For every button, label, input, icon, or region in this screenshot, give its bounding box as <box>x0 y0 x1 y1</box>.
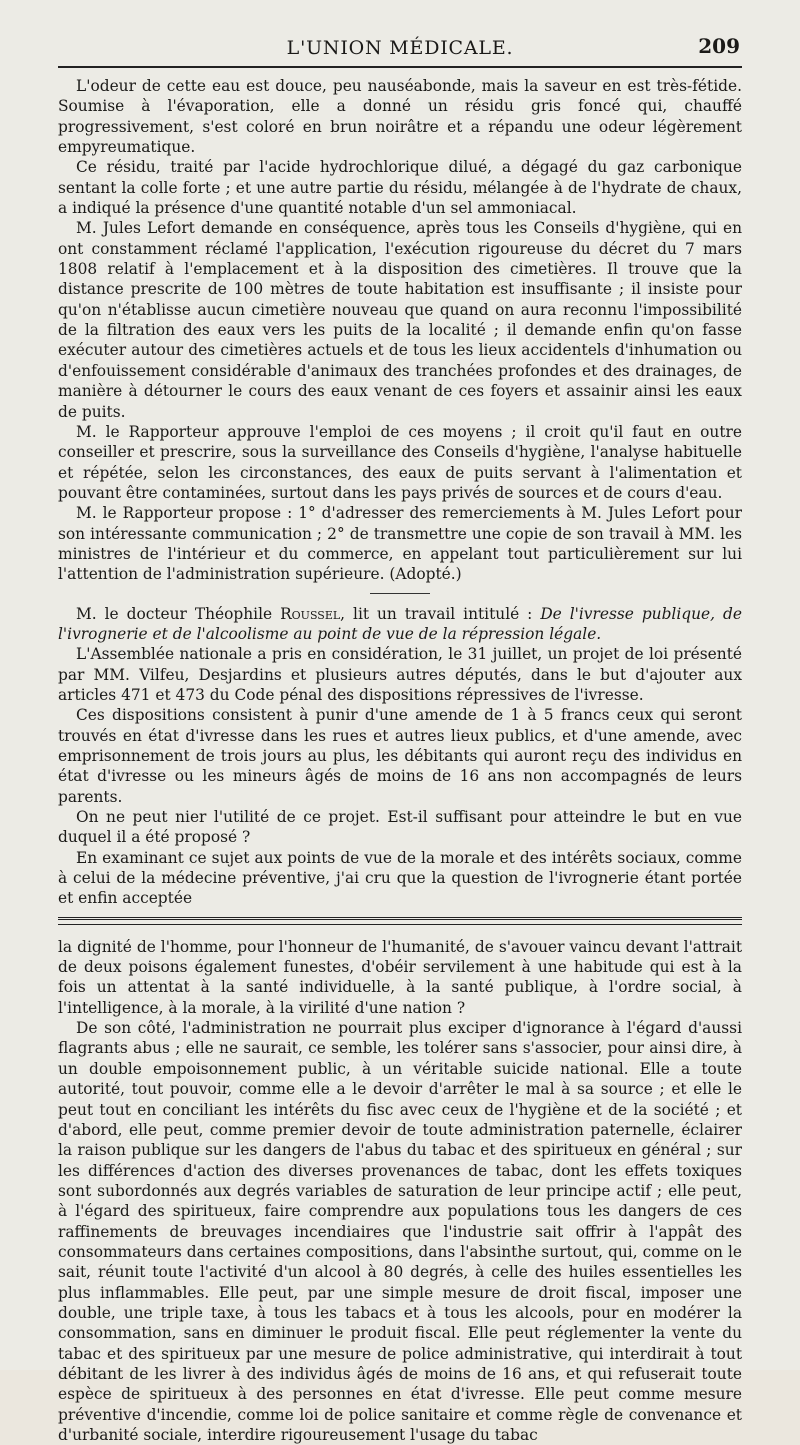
paragraph: On ne peut nier l'utilité de ce projet. Est-il suffisant pour atteindre le but en vue duquel il a été proposé ? <box>58 808 742 847</box>
paragraph: En examinant ce sujet aux points de vue de la morale et des intérêts sociaux, comme à celui de la médecine préventive, j'ai cru que la question de l'ivrognerie étant portée et enfin acceptée <box>58 848 742 908</box>
column-divider-rule <box>58 917 742 925</box>
paragraph-text: le Rapporteur propose : 1° d'adresser des remerciements à M. Jules Lefort pour son intéressante communication ; 2° de transmettre une copie de son travail à MM. les ministres de l'intérieur et du commerce, en appelant tout particulièrement sur lui l'attention de l'administration supérieure. (Adopté.) <box>58 504 742 584</box>
paragraph <box>58 422 742 503</box>
paragraph: Ces dispositions consistent à punir d'une amende de 1 à 5 francs ceux qui seront trouvés en état d'ivresse dans les rues et autres lieux publics, et d'une amende, avec emprisonnement de trois jours au plus, les débitants qui auront reçu des individus en état d'ivresse ou les mineurs âgés de moins de 16 ans non accompagnés de leurs parents. <box>58 706 742 806</box>
paragraph-text: le Rapporteur approuve l'emploi de ces moyens ; il croit qu'il faut en outre conseiller et prescrire, sous la surveillance des Conseils d'hygiène, l'analyse habituelle et répétée, selon les circonstances, des eaux de puits servant à l'alimentation et pouvant être contaminées, surtout dans les pays privés de sources et de cours d'eau. <box>58 422 742 502</box>
paragraph-text: le docteur Théophile <box>104 604 273 623</box>
paragraph: L'odeur de cette eau est douce, peu nauséabonde, mais la saveur en est très-fétide. Soumise à l'évaporation, elle a donné un résidu gris foncé qui, chauffé progressivement, s'est coloré en brun noirâtre et a répandu une odeur légèrement empyreumatique. <box>58 77 742 157</box>
paragraph: Ce résidu, traité par l'acide hydrochlorique dilué, a dégagé du gaz carbonique sentant la colle forte ; et une autre partie du résidu, mélangée à de l'hydrate de chaux, a indiqué la présence d'une quantité notable d'un sel ammoniacal. <box>58 158 742 218</box>
paragraph: L'Assemblée nationale a pris en considération, le 31 juillet, un projet de loi présenté par MM. Vilfeu, Desjardins et plusieurs autres députés, dans le but d'ajouter aux articles 471 et 473 du Code pénal des dispositions répressives de l'ivresse. <box>58 645 742 704</box>
paragraph: De son côté, l'administration ne pourrait plus exciper d'ignorance à l'égard d'aussi flagrants abus ; elle ne saurait, ce semble, les tolérer sans s'associer, pour ainsi dire, à un double empoisonnement public, à un véritable suicide national. Elle a toute autorité, tout pouvoir, comme elle a le devoir d'arrêter le mal à sa source ; et elle le peut tout en conciliant les intérêts du fisc avec ceux de l'hygiène et de la société ; et d'abord, elle peut, comme premier devoir de toute administration paternelle, éclairer la raison publique sur les dangers de l'abus du tabac et des spiritueux en général ; sur les différences d'action des diverses provenances de tabac, dont les effets toxiques sont subordonnés aux degrés variables de saturation de leur principe actif ; elle peut, à l'égard des spiritueux, faire comprendre aux populations tous les dangers de ces raffinements de breuvages incendiaires que l'industrie sait offrir à l'appât des consommateurs dans certaines compositions, dans l'absinthe surtout, qui, comme on le sait, réunit toute l'activité d'un alcool à 80 degrés, à celle des huiles essentielles les plus inflammables. Elle peut, par une simple mesure de droit fiscal, imposer une double, une triple taxe, à tous les tabacs et à tous les alcools, pour en modérer la consommation, sans en diminuer le produit fiscal. Elle peut réglementer la vente du tabac et des spiritueux par une mesure de police administrative, qui interdirait à tout débitant de les livrer à des individus âgés de moins de 16 ans, et qui refuserait toute espèce de spiritueux à des personnes en état d'ivresse. Elle peut comme mesure préventive d'incendie, comme loi de police sanitaire et comme règle de convenance et d'urbanité sociale, interdire rigoureusement l'usage du tabac <box>58 1019 742 1444</box>
running-header <box>58 30 742 64</box>
paragraph <box>58 503 742 584</box>
section-separator <box>370 593 430 594</box>
speaker-prefix: M. <box>76 219 97 238</box>
journal-title: L'UNION MÉDICALE. <box>286 37 514 59</box>
paragraph <box>58 218 742 421</box>
paragraph: la dignité de l'homme, pour l'honneur de l'humanité, de s'avouer vaincu devant l'attrait de deux poisons également funestes, d'obéir servilement à une habitude qui est à la fois un attentat à la santé individuelle, à la santé publique, à l'ordre social, à l'intelligence, à la morale, à la virilité d'une nation ? <box>58 937 742 1017</box>
paragraph-text: , lit un travail intitulé : <box>340 604 533 623</box>
speaker-prefix: M. <box>76 422 97 441</box>
work-title: De l'ivresse publique, de l'ivrognerie et de l'alcoolisme au point de vue de la répression légale. <box>58 604 742 643</box>
paragraph <box>58 604 742 645</box>
author-name: Roussel <box>280 604 341 623</box>
paragraph-text: Jules Lefort demande en conséquence, après tous les Conseils d'hygiène, qui en ont constamment réclamé l'application, l'exécution rigoureuse du décret du 7 mars 1808 relatif à l'emplacement et à la disposition des cimetières. Il trouve que la distance prescrite de 100 mètres de toute habitation est insuffisante ; il insiste pour qu'on n'établisse aucun cimetière nouveau que quand on aura reconnu l'impossibilité de la filtration des eaux vers les puits de la localité ; il demande enfin qu'on fasse exécuter autour des cimetières actuels et de tous les lieux accidentels d'inhumation ou d'enfouissement considérable d'animaux des tranchées profondes et des drainages, de manière à détourner le cours des eaux venant de ces foyers et assainir ainsi les eaux de puits. <box>58 219 742 421</box>
page-number: 209 <box>698 34 740 58</box>
speaker-prefix: M. <box>76 604 97 623</box>
speaker-prefix: M. <box>76 504 97 523</box>
header-rule <box>58 66 742 68</box>
